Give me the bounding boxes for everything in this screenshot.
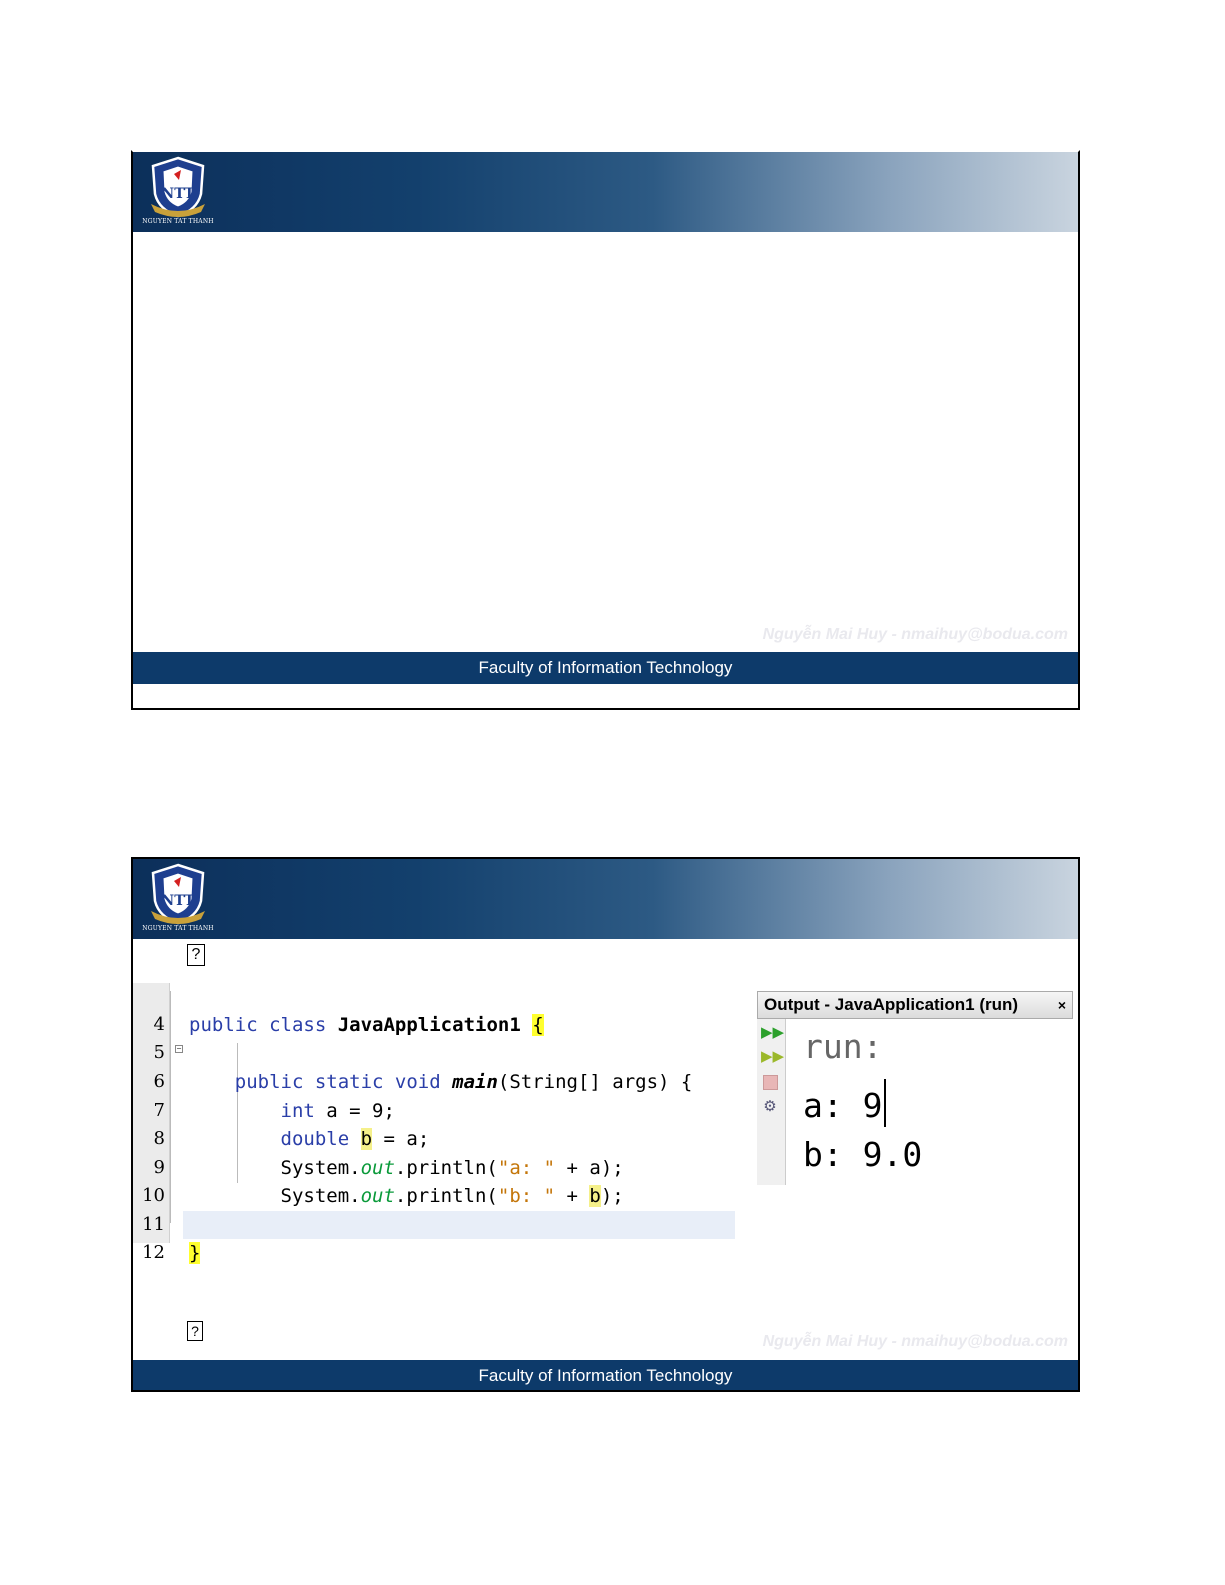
slide-header <box>133 152 1078 232</box>
fold-toggle-icon[interactable]: − <box>176 1044 182 1053</box>
settings-icon[interactable]: ⚙ <box>763 1097 777 1115</box>
watermark: Nguyễn Mai Huy - nmaihuy@bodua.com <box>762 626 1068 643</box>
code-line: 11 <box>142 1214 165 1235</box>
output-title-text: Output - JavaApplication1 (run) <box>764 995 1019 1014</box>
bullet-glyph: ? <box>187 944 205 966</box>
svg-text:NTT: NTT <box>161 893 195 909</box>
watermark: Nguyễn Mai Huy - nmaihuy@bodua.com <box>762 1333 1068 1350</box>
bullet-glyph: ? <box>187 1321 203 1341</box>
output-title <box>757 991 1073 1019</box>
close-icon[interactable]: × <box>1057 997 1066 1013</box>
code-line: 8 double b = a; <box>153 1128 430 1150</box>
output-panel <box>757 991 1073 1185</box>
slide-2 <box>131 857 1080 1392</box>
university-logo <box>141 863 215 935</box>
code-line: 6 public static void main(String[] args) { <box>153 1071 693 1093</box>
code-line: 5 <box>153 1042 165 1063</box>
university-logo <box>141 156 215 228</box>
code-editor <box>133 983 735 1264</box>
code-line: 10 System.out.println("b: " + b); <box>142 1185 624 1207</box>
code-line: 7 int a = 9; <box>153 1100 395 1122</box>
stop-icon[interactable] <box>761 1073 779 1091</box>
slide-1 <box>131 150 1080 710</box>
output-toolbar <box>757 1019 786 1185</box>
text-caret <box>884 1079 886 1127</box>
output-line: b: 9.0 <box>803 1135 923 1174</box>
output-line: a: 9 <box>803 1079 886 1127</box>
rerun-icon[interactable]: ▶▶ <box>761 1023 785 1041</box>
logo-caption: NGUYEN TAT THANH <box>142 925 214 932</box>
logo-caption: NGUYEN TAT THANH <box>142 218 214 225</box>
output-line: run: <box>803 1027 883 1066</box>
slide-header <box>133 859 1078 939</box>
footer-bar: Faculty of Information Technology <box>133 652 1078 684</box>
footer-bar: Faculty of Information Technology <box>133 1360 1078 1392</box>
code-line: 4 public class JavaApplication1 { <box>153 1014 544 1036</box>
rerun-with-args-icon[interactable]: ▶▶ <box>761 1047 785 1065</box>
svg-text:NTT: NTT <box>161 186 195 202</box>
code-line: 9 System.out.println("a: " + a); <box>153 1157 624 1179</box>
code-line: 12 } <box>142 1242 201 1264</box>
